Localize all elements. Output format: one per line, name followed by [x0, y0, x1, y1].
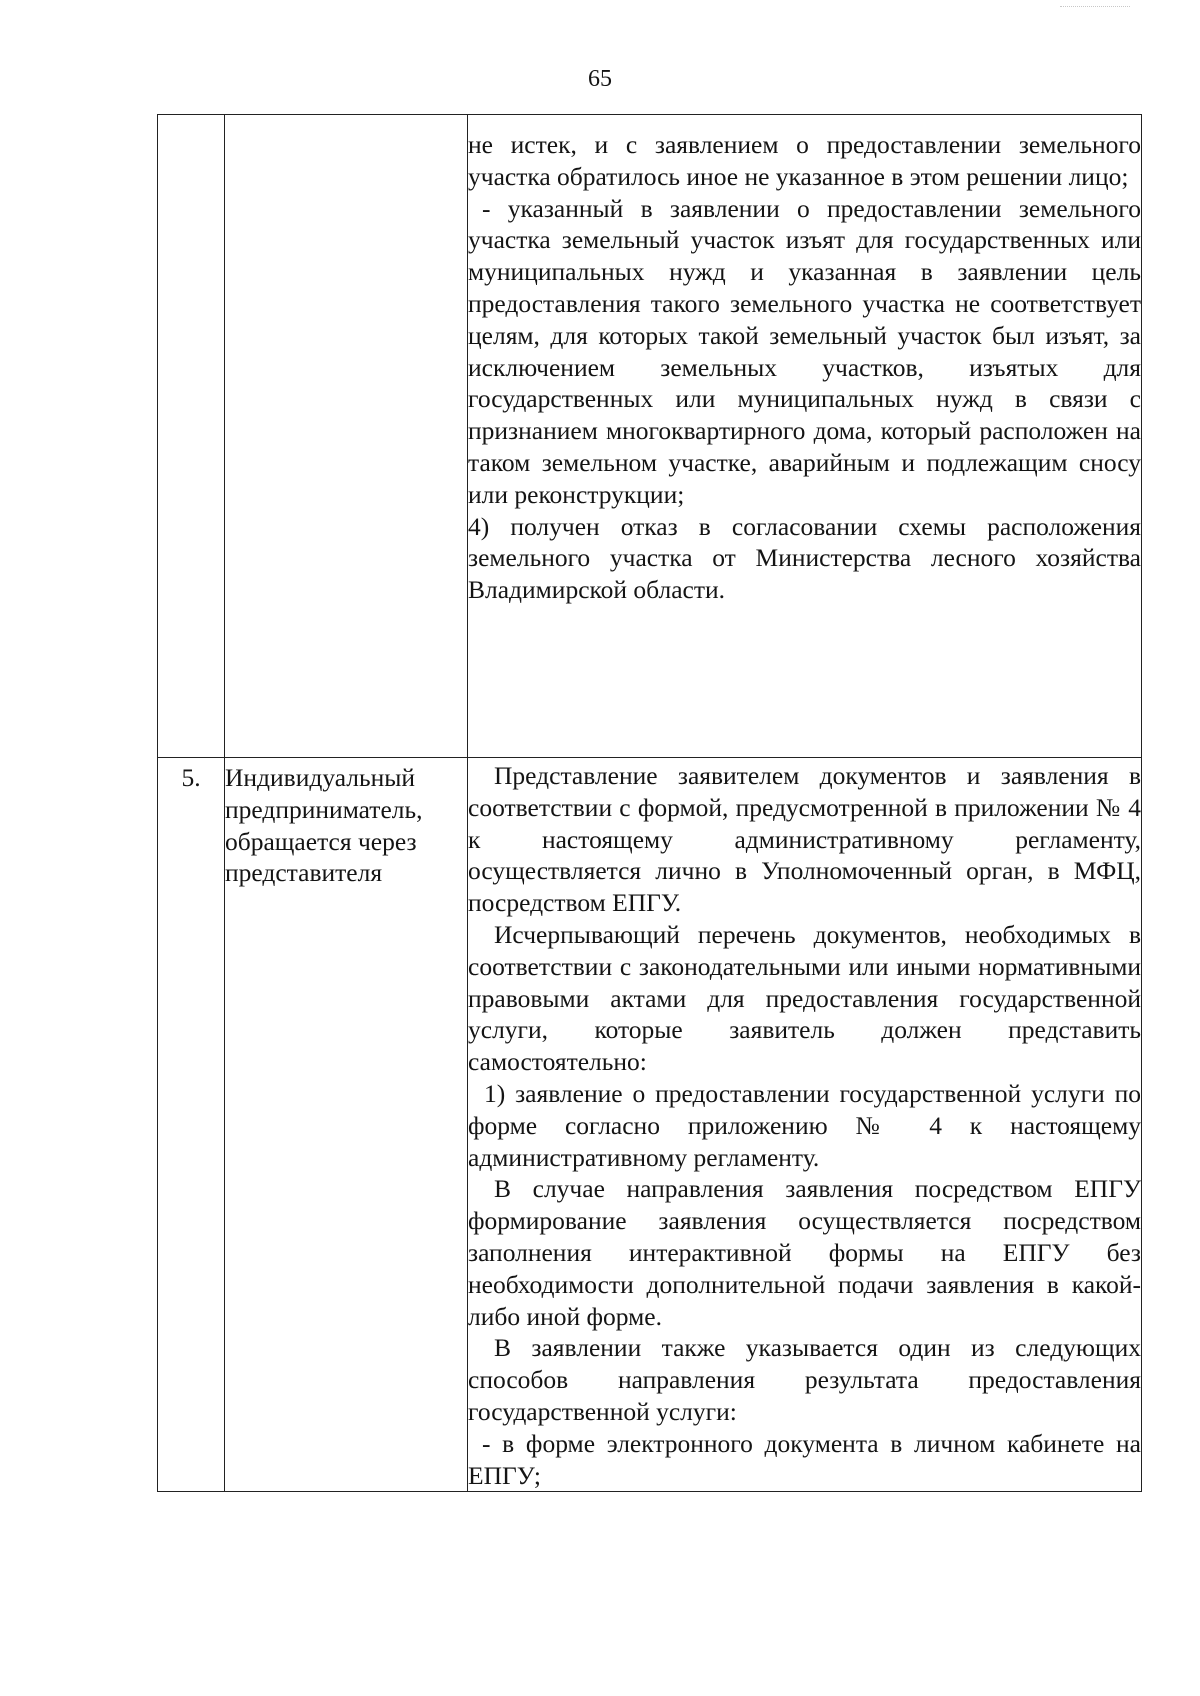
paragraph: В случае направления заявления посредством ЕПГУ формирование заявления осуществляется посредством заполнения интерактивной формы на ЕПГУ без необходимости дополнительной подачи заявления в какой-либо иной форме. — [468, 1174, 1141, 1331]
applicant-cell — [225, 115, 468, 758]
content-cell — [468, 115, 1142, 758]
row-number-cell: 5. — [158, 758, 225, 1492]
paragraph: 1) заявление о предоставлении государственной услуги по форме согласно приложению № 4 к настоящему административному регламенту. — [468, 1078, 1141, 1172]
applicant-cell: Индивидуальный предприниматель, обращается через представителя — [225, 758, 468, 1492]
paragraph: Исчерпывающий перечень документов, необходимых в соответствии с законодательными или иными нормативными правовыми актами для предоставления государственной услуги, которые заявитель должен представить самостоятельно: — [468, 919, 1141, 1077]
row-number-cell — [158, 115, 225, 758]
paragraph: В заявлении также указывается один из следующих способов направления результата предоставления государственной услуги: — [468, 1333, 1141, 1426]
scan-artifact — [1060, 6, 1130, 9]
paragraph: Представление заявителем документов и заявления в соответствии с формой, предусмотренной в приложении № 4 к настоящему административному регламенту, осуществляется лично в Уполномоченный орган, в МФЦ, посредством ЕПГУ. — [468, 761, 1141, 918]
page-number: 65 — [588, 66, 612, 92]
document-table — [157, 114, 1142, 1492]
paragraph: 4) получен отказ в согласовании схемы расположения земельного участка от Министерства лесного хозяйства Владимирской области. — [468, 511, 1141, 605]
paragraph: - указанный в заявлении о предоставлении земельного участка земельный участок изъят для государственных или муниципальных нужд и указанная в заявлении цель предоставления такого земельного участка не соответствует целям, для которых такой земельный участок был изъят, за исключением земельных участков, изъятых для государственных или муниципальных нужд в связи с признанием многоквартирного дома, который расположен на таком земельном участке, аварийным и подлежащим сносу или реконструкции; — [468, 193, 1141, 509]
table-row — [158, 115, 1142, 758]
paragraph: - в форме электронного документа в личном кабинете на ЕПГУ; — [468, 1428, 1141, 1490]
paragraph: не истек, и с заявлением о предоставлении земельного участка обратилось иное не указанное в этом решении лицо; — [468, 130, 1141, 191]
content-cell — [468, 758, 1142, 1492]
table-row — [158, 758, 1142, 1492]
